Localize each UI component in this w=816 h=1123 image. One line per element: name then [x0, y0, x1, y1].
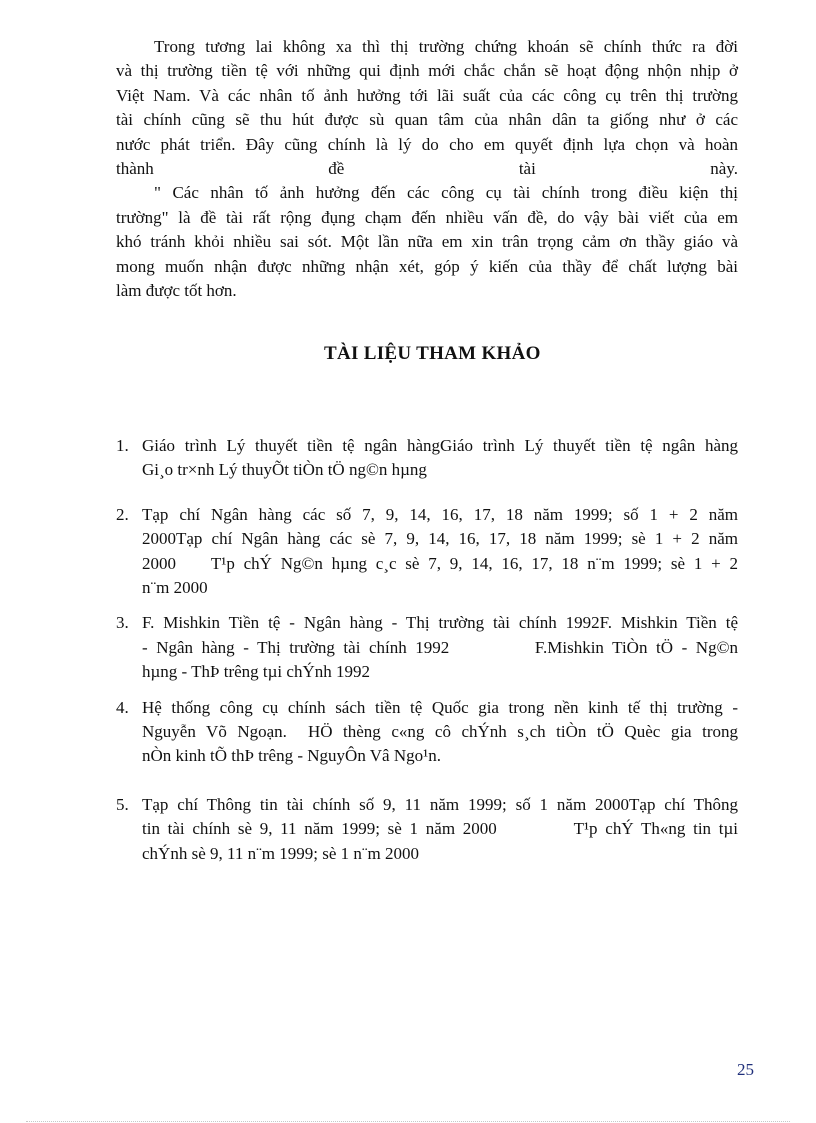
- reference-number: 2.: [116, 504, 129, 524]
- paragraph-thanks: [116, 181, 738, 205]
- reference-item: [116, 793, 738, 866]
- page-number: 25: [737, 1060, 754, 1079]
- paragraph-line: và thị trường tiền tệ với những qui định mới chắc chắn sẽ hoạt động nhộn nhịp ở: [116, 61, 738, 81]
- paragraph-conclusion: [116, 35, 738, 59]
- reference-line: Nguyễn Võ Ngoạn. HÖ thèng c«ng cô chÝnh s¸ch tiÒn tÖ Quèc gia trong: [142, 722, 738, 742]
- paragraph-thanks-cont: [116, 206, 738, 279]
- paragraph-line: nước phát triển. Đây cũng chính là lý do cho em quyết định lựa chọn và hoàn: [116, 134, 738, 154]
- reference-number: 1.: [116, 436, 129, 455]
- reference-line: tin tài chính sè 9, 11 năm 1999; sè 1 năm 2000 T¹p chÝ Th«ng tin tµi: [142, 819, 738, 839]
- reference-line: Giáo trình Lý thuyết tiền tệ ngân hàngGiáo trình Lý thuyết tiền tệ ngân hàng: [142, 436, 738, 455]
- reference-line: nÒn kinh tÕ thÞ trêng - NguyÔn Vâ Ngo¹n.: [142, 746, 441, 766]
- reference-line: n¨m 2000: [142, 578, 208, 598]
- paragraph-conclusion-cont: [116, 59, 738, 181]
- references-heading: TÀI LIỆU THAM KHẢO: [324, 343, 541, 364]
- paragraph-line: trường" là đề tài rất rộng đụng chạm đến nhiều vấn đề, do vậy bài viết của em: [116, 207, 738, 227]
- reference-item: [116, 696, 738, 769]
- reference-line: Tạp chí Thông tin tài chính số 9, 11 năm 1999; số 1 năm 2000Tạp chí Thông: [142, 794, 738, 814]
- reference-line: F. Mishkin Tiền tệ - Ngân hàng - Thị trường tài chính 1992F. Mishkin Tiền tệ: [142, 613, 738, 633]
- reference-line: Tạp chí Ngân hàng các số 7, 9, 14, 16, 17, 18 năm 1999; số 1 + 2 năm: [142, 504, 738, 524]
- reference-item: [116, 503, 738, 601]
- reference-line: chÝnh sè 9, 11 n¨m 1999; sè 1 n¨m 2000: [142, 843, 420, 863]
- paragraph-line: Trong tương lai không xa thì thị trường chứng khoán sẽ chính thức ra đời: [154, 37, 738, 56]
- paragraph-line: Việt Nam. Và các nhân tố ảnh hưởng tới lãi suất của các công cụ trên thị trường: [116, 85, 738, 105]
- references-list: [116, 434, 738, 866]
- paragraph-line: mong muốn nhận được những nhận xét, góp ý kiến của thầy để chất lượng bài: [116, 256, 738, 276]
- paragraph-line: làm được tốt hơn.: [116, 281, 237, 301]
- paragraph-line: thành đề tài này.: [116, 159, 738, 179]
- paragraph-line: " Các nhân tố ảnh hưởng đến các công cụ tài chính trong điều kiện thị: [154, 183, 738, 203]
- reference-line: 2000Tạp chí Ngân hàng các sè 7, 9, 14, 16, 17, 18 năm 1999; sè 1 + 2 năm: [142, 529, 738, 549]
- reference-line: hµng - ThÞ trêng tµi chÝnh 1992: [142, 662, 370, 682]
- reference-number: 5.: [116, 794, 129, 814]
- reference-number: 4.: [116, 697, 129, 717]
- paragraph-thanks-end: [116, 279, 738, 303]
- paragraph-line: tài chính cũng sẽ thu hút được sù quan tâm của nhân dân ta giống như ở các: [116, 110, 738, 130]
- reference-item: [116, 611, 738, 684]
- footer-divider: [26, 1121, 790, 1122]
- reference-line: - Ngân hàng - Thị trường tài chính 1992 F.Mishkin TiÒn tÖ - Ng©n: [142, 637, 738, 657]
- reference-line: Hệ thống công cụ chính sách tiền tệ Quốc gia trong nền kinh tế thị trường -: [142, 697, 738, 717]
- reference-item: [116, 434, 738, 483]
- reference-line: 2000 T¹p chÝ Ng©n hµng c¸c sè 7, 9, 14, 16, 17, 18 n¨m 1999; sè 1 + 2: [142, 553, 738, 573]
- body-text: [116, 35, 738, 303]
- reference-number: 3.: [116, 613, 129, 633]
- reference-line: Gi¸o tr×nh Lý thuyÕt tiÒn tÖ ng©n hµng: [142, 460, 427, 480]
- paragraph-line: khó tránh khỏi nhiều sai sót. Một lần nữa em xin trân trọng cảm ơn thầy giáo và: [116, 232, 738, 252]
